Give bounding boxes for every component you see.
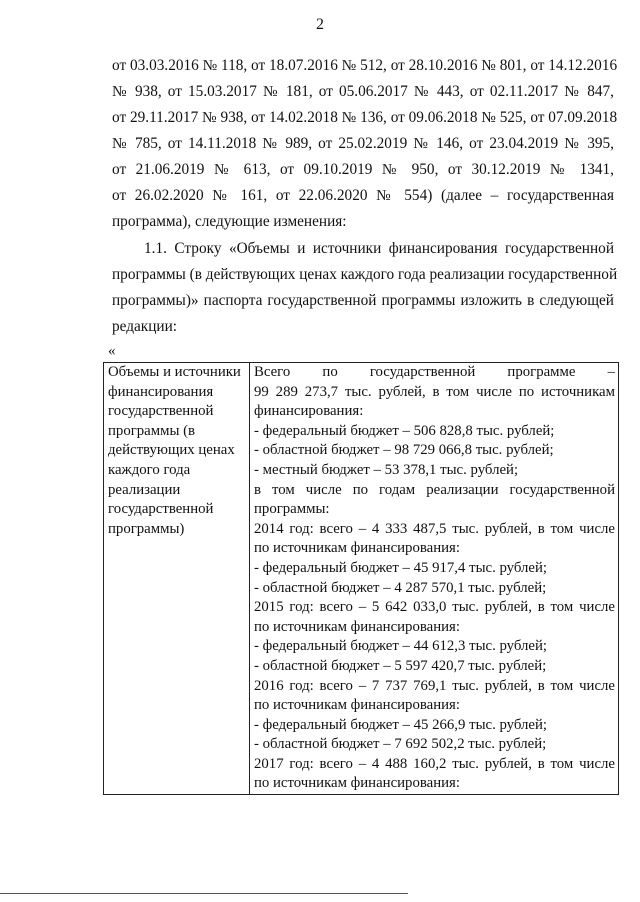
value-line: - областной бюджет – 5 597 420,7 тыс. рублей; xyxy=(254,657,547,674)
value-line: 2014 год: всего – 4 333 487,5 тыс. рублей, в том числе xyxy=(254,520,615,537)
text-line: от 21.06.2019 № 613, от 09.10.2019 № 950, от 30.12.2019 № 1341, xyxy=(112,161,614,178)
label-line: Объемы и источники xyxy=(108,364,241,380)
text-line: программы (в действующих ценах каждого года реализации государственной xyxy=(112,266,618,283)
label-line: государственной xyxy=(108,403,214,420)
label-line: каждого года xyxy=(108,461,191,478)
table-row xyxy=(104,363,619,795)
text-line: от 26.02.2020 № 161, от 22.06.2020 № 554) (далее – государственная xyxy=(112,187,614,204)
value-line: Всего по государственной программе – xyxy=(254,364,615,380)
value-line: программы: xyxy=(254,501,330,518)
value-line: по источникам финансирования: xyxy=(254,697,460,714)
footer-divider xyxy=(0,893,408,894)
text-line: редакции: xyxy=(112,318,178,335)
value-line: по источникам финансирования: xyxy=(254,618,460,635)
label-line: программы) xyxy=(108,520,185,537)
text-line: программа), следующие изменения: xyxy=(112,213,347,230)
value-line: - областной бюджет – 4 287 570,1 тыс. рублей; xyxy=(254,579,547,596)
label-line: государственной xyxy=(108,501,214,518)
passport-table xyxy=(103,362,619,795)
value-line: по источникам финансирования: xyxy=(254,775,460,792)
text-line: № 938, от 15.03.2017 № 181, от 05.06.2017 № 443, от 02.11.2017 № 847, xyxy=(112,83,614,100)
text-line: программы)» паспорта государственной программы изложить в следующей xyxy=(112,292,614,309)
value-line: - федеральный бюджет – 45 266,9 тыс. рублей; xyxy=(254,716,548,733)
text-line: 1.1. Строку «Объемы и источники финансирования государственной xyxy=(144,240,614,257)
value-line: - федеральный бюджет – 506 828,8 тыс. рублей; xyxy=(254,422,555,439)
value-line: - областной бюджет – 7 692 502,2 тыс. рублей; xyxy=(254,736,547,753)
value-line: 2015 год: всего – 5 642 033,0 тыс. рублей, в том числе xyxy=(254,599,615,616)
page-number: 2 xyxy=(316,16,324,33)
value-line: - местный бюджет – 53 378,1 тыс. рублей; xyxy=(254,461,519,478)
row-label-cell xyxy=(104,363,250,795)
text-line: от 03.03.2016 № 118, от 18.07.2016 № 512, от 28.10.2016 № 801, от 14.12.2016 xyxy=(112,57,618,74)
value-line: 99 289 273,7 тыс. рублей, в том числе по источникам xyxy=(254,383,615,400)
value-line: - федеральный бюджет – 45 917,4 тыс. рублей; xyxy=(254,559,548,576)
label-line: финансирования xyxy=(108,383,214,400)
row-value-cell xyxy=(250,363,619,795)
opening-quote: « xyxy=(108,343,116,359)
label-line: программы (в xyxy=(108,422,196,439)
value-line: финансирования: xyxy=(254,403,364,420)
paragraph-item-1-1 xyxy=(112,236,618,340)
value-line: - областной бюджет – 98 729 066,8 тыс. рублей; xyxy=(254,442,554,459)
text-line: от 29.11.2017 № 938, от 14.02.2018 № 136, от 09.06.2018 № 525, от 07.09.2018 xyxy=(112,109,618,126)
label-line: реализации xyxy=(108,481,181,498)
value-line: - федеральный бюджет – 44 612,3 тыс. рублей; xyxy=(254,638,548,655)
value-line: по источникам финансирования: xyxy=(254,540,460,557)
label-line: действующих ценах xyxy=(108,442,235,459)
text-line: № 785, от 14.11.2018 № 989, от 25.02.2019 № 146, от 23.04.2019 № 395, xyxy=(112,135,614,152)
paragraph-amendment-list xyxy=(112,53,618,235)
value-line: 2017 год: всего – 4 488 160,2 тыс. рублей, в том числе xyxy=(254,755,615,772)
value-line: в том числе по годам реализации государственной xyxy=(254,481,615,498)
value-line: 2016 год: всего – 7 737 769,1 тыс. рублей, в том числе xyxy=(254,677,615,694)
